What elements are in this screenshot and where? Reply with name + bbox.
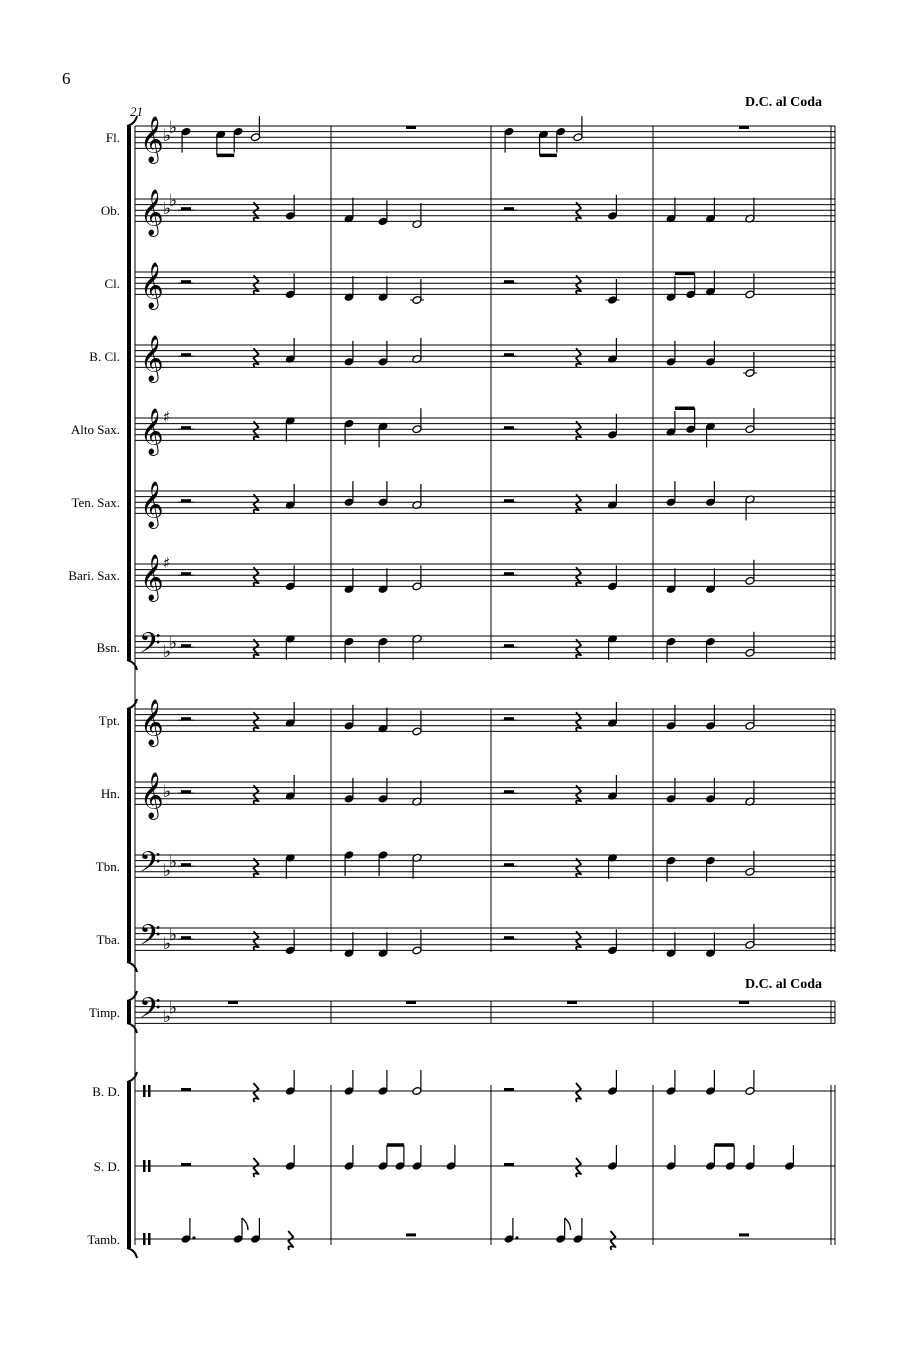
percussion-clef-icon bbox=[148, 1160, 151, 1172]
treble-clef-icon: 𝄞 bbox=[140, 335, 164, 382]
sharp-icon: ♯ bbox=[163, 408, 171, 426]
percussion-clef-icon bbox=[148, 1233, 151, 1245]
instrument-name: Bari. Sax. bbox=[68, 568, 120, 584]
treble-clef-icon: 𝄞 bbox=[140, 408, 164, 455]
dot bbox=[192, 1236, 195, 1239]
instrument-name: B. D. bbox=[92, 1084, 120, 1099]
staff-b-cl bbox=[89, 335, 835, 383]
whole-rest bbox=[739, 1001, 749, 1004]
percussion-clef-icon bbox=[148, 1085, 151, 1097]
dot bbox=[515, 1236, 518, 1239]
measure-number: 21 bbox=[130, 104, 143, 119]
group-bracket bbox=[127, 1082, 131, 1248]
treble-clef-icon: 𝄞 bbox=[140, 772, 164, 819]
flat-icon: ♭ bbox=[163, 199, 172, 220]
flat-icon: ♭ bbox=[163, 933, 172, 954]
instrument-name: Ten. Sax. bbox=[71, 495, 120, 511]
staff-s-d bbox=[94, 1145, 835, 1177]
bass-clef-icon: 𝄢 bbox=[139, 992, 161, 1033]
instrument-name: Alto Sax. bbox=[70, 422, 120, 438]
flat-icon: ♭ bbox=[163, 126, 172, 147]
quarter-rest bbox=[254, 1083, 259, 1102]
flat-icon: ♭ bbox=[169, 633, 178, 654]
instrument-name: S. D. bbox=[93, 1159, 120, 1174]
quarter-rest bbox=[288, 1231, 293, 1250]
group-bracket bbox=[127, 1001, 131, 1023]
instrument-name: Fl. bbox=[105, 130, 120, 146]
sharp-icon: ♯ bbox=[163, 554, 171, 572]
flat-icon: ♭ bbox=[163, 641, 172, 662]
whole-rest bbox=[739, 126, 749, 129]
group-bracket bbox=[127, 126, 131, 660]
treble-clef-icon: 𝄞 bbox=[140, 699, 164, 746]
instrument-name: Hn. bbox=[100, 786, 120, 802]
staff-timp bbox=[89, 992, 835, 1032]
flag bbox=[242, 1218, 248, 1230]
staff-b-d bbox=[92, 1070, 835, 1102]
whole-rest bbox=[567, 1001, 577, 1004]
staff-fl bbox=[106, 116, 835, 164]
percussion-clef-icon bbox=[143, 1233, 146, 1245]
instrument-name: B. Cl. bbox=[89, 349, 120, 365]
staff-ten-sax bbox=[71, 481, 835, 529]
page-number: 6 bbox=[62, 69, 71, 88]
treble-clef-icon: 𝄞 bbox=[140, 116, 164, 163]
whole-rest bbox=[406, 1233, 416, 1236]
quarter-rest bbox=[611, 1231, 616, 1250]
staff-alto-sax bbox=[71, 408, 835, 456]
flat-icon: ♭ bbox=[169, 117, 178, 138]
whole-rest bbox=[406, 126, 416, 129]
instrument-name: Tpt. bbox=[98, 713, 120, 729]
percussion-clef-icon bbox=[143, 1085, 146, 1097]
dc-al-coda-timpani: D.C. al Coda bbox=[744, 977, 822, 992]
instrument-name: Ob. bbox=[100, 203, 120, 219]
whole-rest bbox=[406, 1001, 416, 1004]
staff-tbn bbox=[96, 846, 835, 886]
flat-icon: ♭ bbox=[163, 1006, 172, 1027]
quarter-rest bbox=[576, 1158, 581, 1177]
instrument-name: Tamb. bbox=[87, 1232, 120, 1247]
staff-hn bbox=[101, 772, 835, 820]
flat-icon: ♭ bbox=[163, 860, 172, 881]
quarter-rest bbox=[254, 1158, 259, 1177]
staves bbox=[68, 116, 835, 1250]
instrument-name: Cl. bbox=[104, 276, 120, 292]
instrument-name: Timp. bbox=[89, 1005, 120, 1021]
staff-cl bbox=[104, 262, 835, 310]
bracket-hook bbox=[127, 1248, 137, 1258]
flat-icon: ♭ bbox=[169, 852, 178, 873]
system-brackets bbox=[127, 116, 835, 1258]
treble-clef-icon: 𝄞 bbox=[140, 189, 164, 236]
treble-clef-icon: 𝄞 bbox=[140, 554, 164, 601]
bass-clef-icon: 𝄢 bbox=[139, 846, 161, 887]
staff-tba bbox=[97, 919, 835, 959]
instrument-name: Tbn. bbox=[95, 859, 120, 875]
percussion-clef-icon bbox=[143, 1160, 146, 1172]
flat-icon: ♭ bbox=[169, 190, 178, 211]
staff-tpt bbox=[99, 699, 835, 747]
group-bracket bbox=[127, 709, 131, 962]
quarter-rest bbox=[576, 1083, 581, 1102]
whole-rest bbox=[739, 1233, 749, 1236]
bass-clef-icon: 𝄢 bbox=[139, 919, 161, 960]
staff-tamb bbox=[87, 1218, 835, 1250]
treble-clef-icon: 𝄞 bbox=[140, 481, 164, 528]
staff-ob bbox=[101, 189, 835, 237]
treble-clef-icon: 𝄞 bbox=[140, 262, 164, 309]
flat-icon: ♭ bbox=[169, 925, 178, 946]
flat-icon: ♭ bbox=[169, 998, 178, 1019]
instrument-name: Bsn. bbox=[96, 640, 120, 656]
bass-clef-icon: 𝄢 bbox=[139, 627, 161, 668]
dc-al-coda-top: D.C. al Coda bbox=[744, 95, 822, 110]
flat-icon: ♭ bbox=[163, 782, 172, 803]
whole-rest bbox=[228, 1001, 238, 1004]
instrument-name: Tba. bbox=[96, 932, 120, 948]
flag bbox=[565, 1218, 571, 1230]
staff-bsn bbox=[97, 627, 835, 667]
staff-bari-sax bbox=[68, 554, 835, 602]
